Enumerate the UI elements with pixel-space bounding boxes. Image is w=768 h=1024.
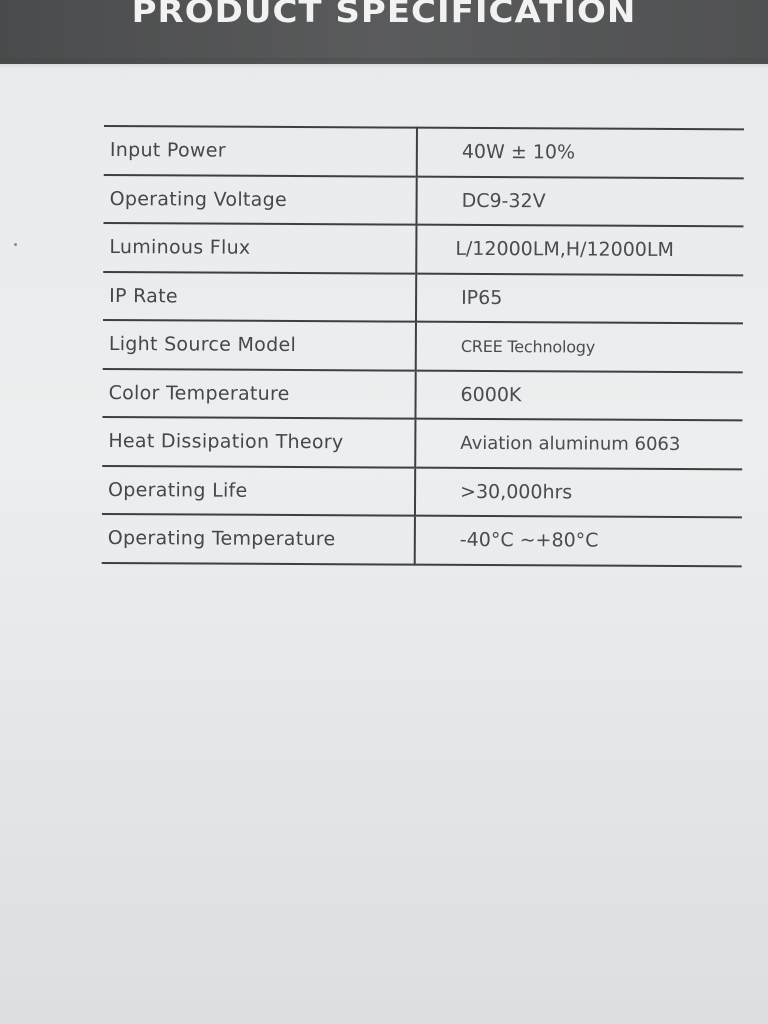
table-row	[103, 271, 743, 323]
table-row	[104, 126, 744, 178]
spec-value-light-source-model: CREE Technology	[416, 322, 743, 372]
spec-value-input-power: 40W ± 10%	[417, 128, 744, 178]
spec-value-heat-dissipation-theory: Aviation aluminum 6063	[415, 419, 742, 469]
spec-label-operating-life: Operating Life	[102, 465, 415, 515]
header-band	[0, 0, 768, 64]
table-row	[102, 514, 742, 566]
table-row	[102, 368, 742, 420]
table-row	[103, 223, 743, 275]
spec-label-ip-rate: IP Rate	[103, 271, 416, 321]
spec-label-input-power: Input Power	[104, 126, 417, 176]
spec-value-operating-life: >30,000hrs	[415, 467, 742, 517]
page-title: PRODUCT SPECIFICATION	[131, 0, 637, 31]
stray-dot	[14, 243, 17, 246]
spec-label-color-temperature: Color Temperature	[102, 368, 415, 418]
table-row	[103, 320, 743, 372]
header-shadow	[0, 58, 768, 68]
spec-value-ip-rate: IP65	[416, 273, 743, 323]
spec-value-luminous-flux: L/12000LM,H/12000LM	[416, 225, 743, 275]
spec-value-operating-temperature: -40°C ~+80°C	[415, 516, 742, 566]
spec-label-light-source-model: Light Source Model	[103, 320, 416, 370]
spec-table-container	[102, 125, 748, 567]
spec-table	[102, 125, 744, 567]
table-row	[102, 465, 742, 517]
spec-label-luminous-flux: Luminous Flux	[103, 223, 416, 273]
table-row	[103, 174, 743, 226]
spec-value-color-temperature: 6000K	[415, 370, 742, 420]
spec-label-operating-voltage: Operating Voltage	[103, 174, 416, 224]
spec-value-operating-voltage: DC9-32V	[416, 176, 743, 226]
spec-label-heat-dissipation-theory: Heat Dissipation Theory	[102, 417, 415, 467]
table-row	[102, 417, 742, 469]
spec-label-operating-temperature: Operating Temperature	[102, 514, 415, 564]
